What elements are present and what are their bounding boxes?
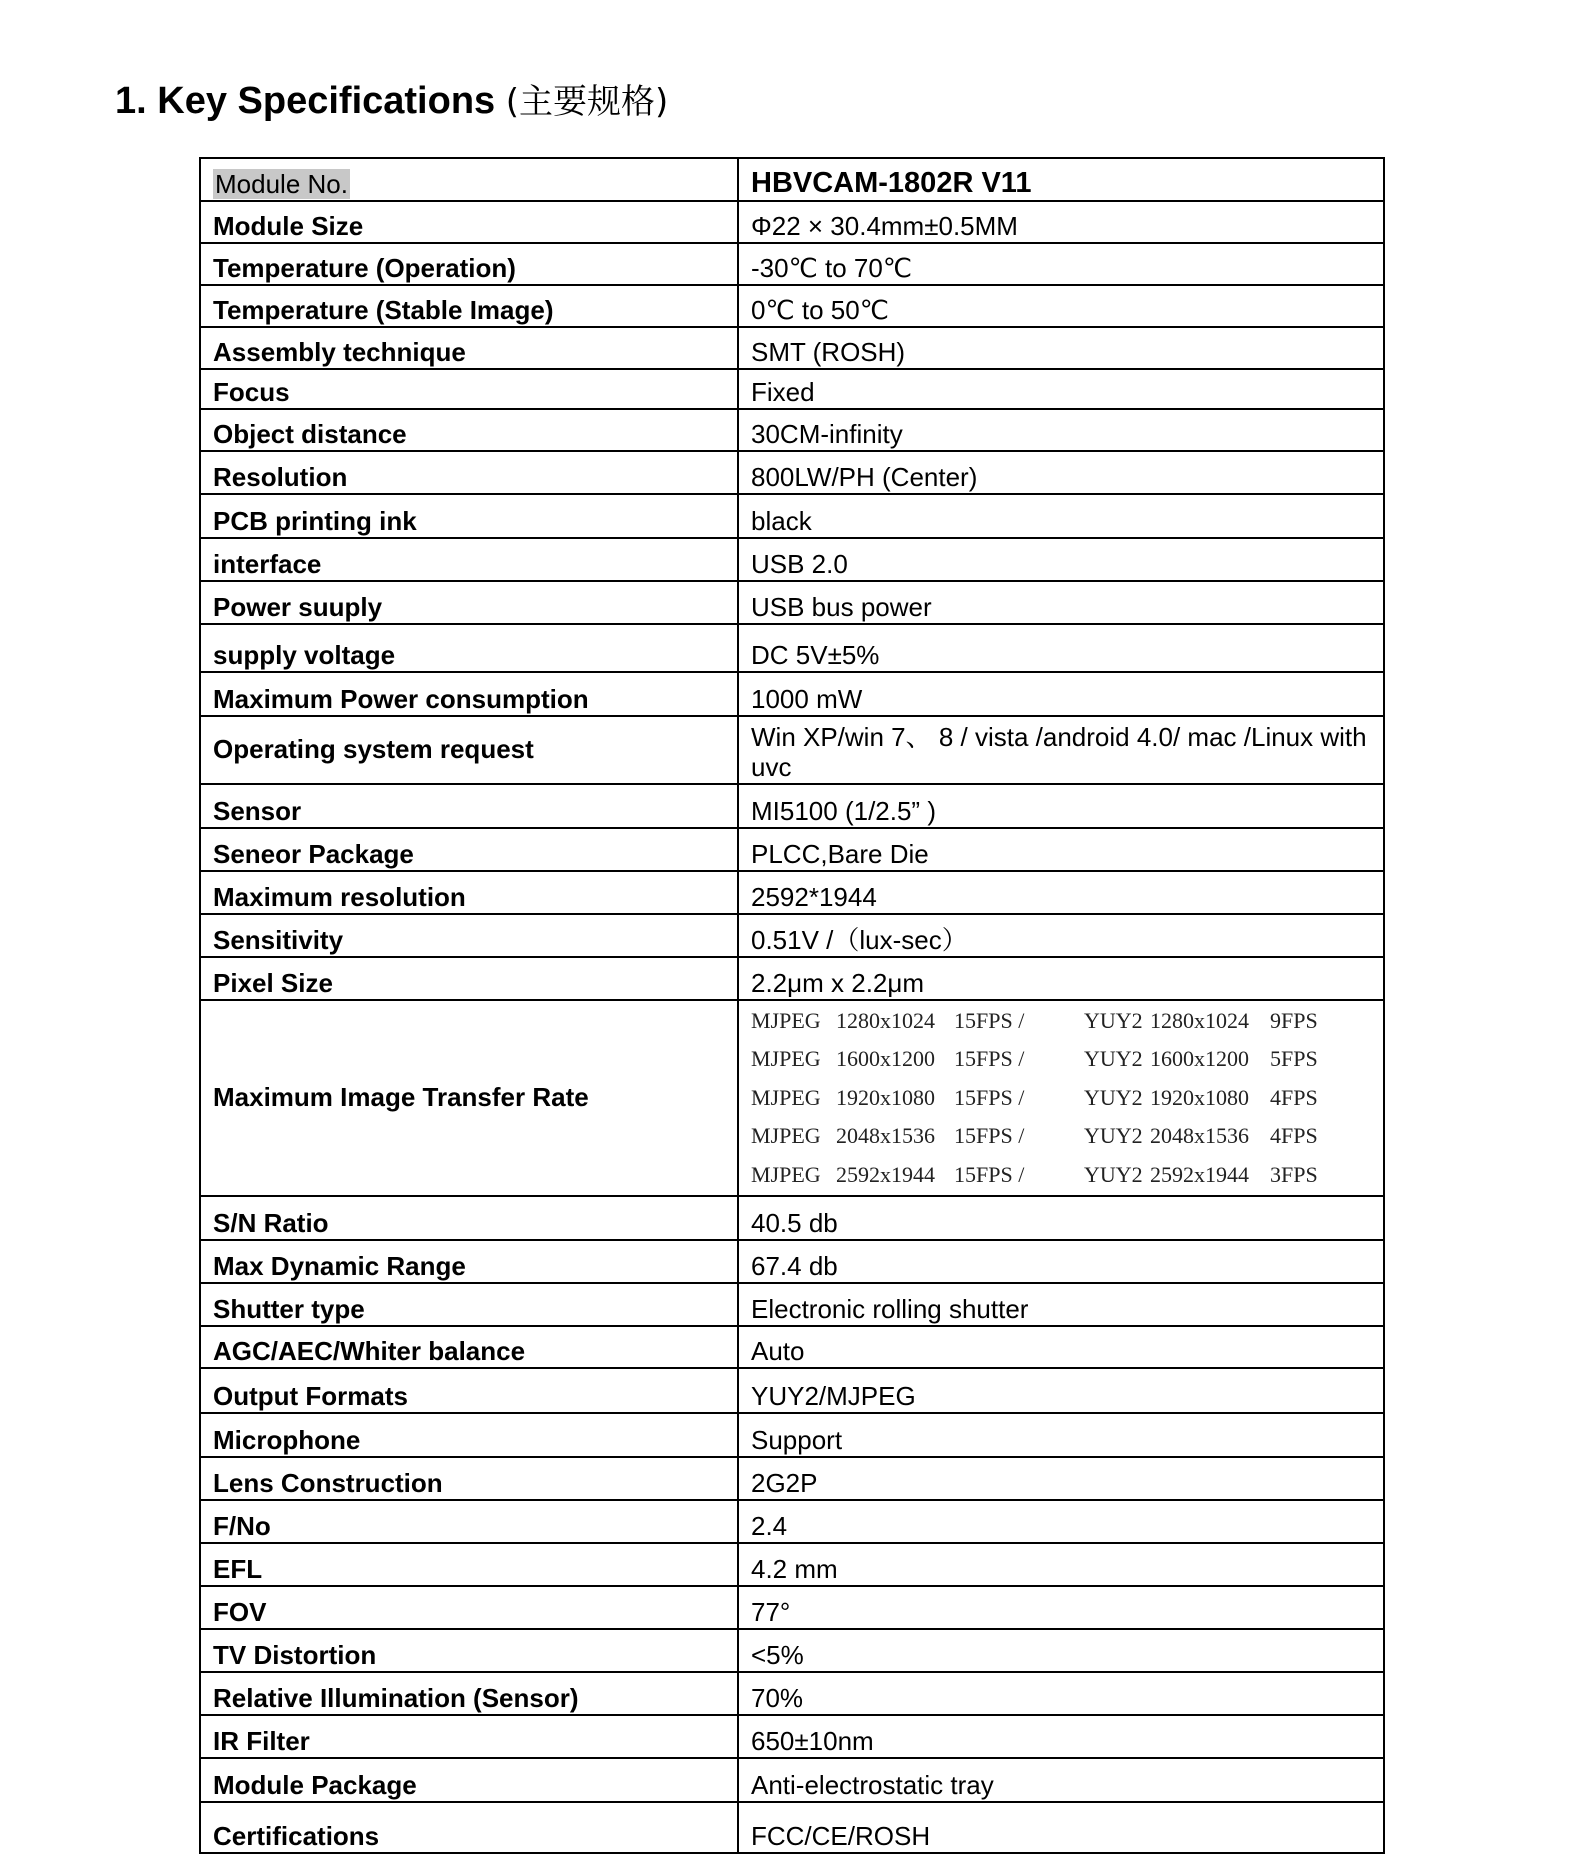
table-row <box>200 1413 1384 1457</box>
spec-value: 2G2P <box>738 1457 1384 1500</box>
transfer-rate-cell: YUY2 <box>1084 1007 1143 1033</box>
spec-label: Temperature (Operation) <box>200 243 738 285</box>
spec-value: FCC/CE/ROSH <box>738 1802 1384 1853</box>
table-row <box>200 1629 1384 1672</box>
spec-value: 800LW/PH (Center) <box>738 451 1384 494</box>
transfer-rate-cell: YUY2 <box>1084 1084 1143 1110</box>
spec-value: 1000 mW <box>738 672 1384 716</box>
transfer-rate-cell: 15FPS / <box>954 1161 1025 1187</box>
transfer-rate-cell: 1920x1080 <box>836 1084 935 1110</box>
spec-value: <5% <box>738 1629 1384 1672</box>
module-no-label: Module No. <box>215 169 348 200</box>
module-no-value: HBVCAM-1802R V11 <box>751 166 1032 199</box>
table-row <box>200 1802 1384 1853</box>
spec-label: Focus <box>200 369 738 409</box>
table-row <box>200 828 1384 871</box>
table-row <box>200 1758 1384 1802</box>
spec-label <box>200 158 738 201</box>
spec-value: 2.4 <box>738 1500 1384 1543</box>
table-row <box>200 1672 1384 1715</box>
table-row <box>200 201 1384 243</box>
table-row <box>200 1240 1384 1283</box>
spec-label: Module Package <box>200 1758 738 1802</box>
spec-value <box>738 158 1384 201</box>
table-row <box>200 1326 1384 1368</box>
table-row <box>200 1543 1384 1586</box>
spec-label: Object distance <box>200 409 738 451</box>
spec-value: 40.5 db <box>738 1196 1384 1240</box>
transfer-rate-cell: 4FPS <box>1270 1084 1318 1110</box>
transfer-rate-cell: 15FPS / <box>954 1084 1025 1110</box>
section-title-text: Key Specifications <box>157 80 496 122</box>
transfer-rate-cell: 1600x1200 <box>1150 1046 1249 1072</box>
transfer-rate-cell: MJPEG <box>751 1007 821 1033</box>
table-row <box>200 672 1384 716</box>
spec-value: Auto <box>738 1326 1384 1368</box>
table-row <box>200 581 1384 624</box>
spec-value: 2592*1944 <box>738 871 1384 914</box>
spec-label: Sensitivity <box>200 914 738 957</box>
table-row <box>200 957 1384 1000</box>
transfer-rate-cell: MJPEG <box>751 1084 821 1110</box>
table-row <box>200 716 1384 784</box>
transfer-rate-line <box>751 1002 1371 1041</box>
table-row <box>200 243 1384 285</box>
spec-label: Sensor <box>200 784 738 828</box>
spec-value: USB 2.0 <box>738 538 1384 581</box>
spec-label: EFL <box>200 1543 738 1586</box>
spec-value: -30℃ to 70℃ <box>738 243 1384 285</box>
spec-label: Output Formats <box>200 1368 738 1413</box>
transfer-rate-cell: 1600x1200 <box>836 1046 935 1072</box>
spec-value: Electronic rolling shutter <box>738 1283 1384 1326</box>
table-row <box>200 369 1384 409</box>
transfer-rate-list <box>738 1000 1384 1196</box>
table-row <box>200 538 1384 581</box>
spec-value: DC 5V±5% <box>738 624 1384 672</box>
spec-label: Operating system request <box>200 716 738 784</box>
table-row <box>200 1586 1384 1629</box>
spec-value: 0℃ to 50℃ <box>738 285 1384 327</box>
spec-label: TV Distortion <box>200 1629 738 1672</box>
transfer-rate-line <box>751 1040 1371 1079</box>
transfer-rate-cell: 15FPS / <box>954 1123 1025 1149</box>
transfer-rate-cell: YUY2 <box>1084 1123 1143 1149</box>
section-number: 1. <box>115 80 147 122</box>
transfer-rate-cell: MJPEG <box>751 1161 821 1187</box>
transfer-rate-cell: 2592x1944 <box>1150 1161 1249 1187</box>
spec-value: 30CM-infinity <box>738 409 1384 451</box>
table-row <box>200 784 1384 828</box>
spec-label: Relative Illumination (Sensor) <box>200 1672 738 1715</box>
spec-value: PLCC,Bare Die <box>738 828 1384 871</box>
spec-value: Support <box>738 1413 1384 1457</box>
table-row <box>200 1283 1384 1326</box>
spec-value: USB bus power <box>738 581 1384 624</box>
spec-label: Maximum Power consumption <box>200 672 738 716</box>
spec-value: Fixed <box>738 369 1384 409</box>
transfer-rate-cell: MJPEG <box>751 1046 821 1072</box>
spec-table <box>199 157 1385 1854</box>
spec-value: 77° <box>738 1586 1384 1629</box>
spec-value: Anti-electrostatic tray <box>738 1758 1384 1802</box>
transfer-rate-cell: YUY2 <box>1084 1161 1143 1187</box>
table-row <box>200 1000 1384 1196</box>
spec-value: YUY2/MJPEG <box>738 1368 1384 1413</box>
table-row <box>200 1457 1384 1500</box>
spec-label: Lens Construction <box>200 1457 738 1500</box>
spec-label: Shutter type <box>200 1283 738 1326</box>
spec-label: FOV <box>200 1586 738 1629</box>
spec-label: Temperature (Stable Image) <box>200 285 738 327</box>
spec-label: supply voltage <box>200 624 738 672</box>
spec-value: black <box>738 494 1384 538</box>
spec-value: 0.51V /（lux-sec） <box>738 914 1384 957</box>
transfer-rate-cell: 9FPS <box>1270 1007 1318 1033</box>
transfer-rate-line <box>751 1156 1371 1195</box>
table-row <box>200 1500 1384 1543</box>
spec-value: Φ22 × 30.4mm±0.5MM <box>738 201 1384 243</box>
section-title-cn: (主要规格) <box>505 82 669 122</box>
spec-label: S/N Ratio <box>200 1196 738 1240</box>
spec-label: interface <box>200 538 738 581</box>
spec-label: AGC/AEC/Whiter balance <box>200 1326 738 1368</box>
table-row <box>200 871 1384 914</box>
transfer-rate-cell: 1280x1024 <box>1150 1007 1249 1033</box>
spec-label: Pixel Size <box>200 957 738 1000</box>
table-row <box>200 1715 1384 1758</box>
spec-label: Maximum Image Transfer Rate <box>200 1000 738 1196</box>
table-row <box>200 409 1384 451</box>
transfer-rate-line <box>751 1079 1371 1118</box>
table-row <box>200 1368 1384 1413</box>
transfer-rate-cell: MJPEG <box>751 1123 821 1149</box>
transfer-rate-cell: 3FPS <box>1270 1161 1318 1187</box>
spec-label: Microphone <box>200 1413 738 1457</box>
spec-label: Assembly technique <box>200 327 738 369</box>
transfer-rate-line <box>751 1117 1371 1156</box>
transfer-rate-cell: 15FPS / <box>954 1046 1025 1072</box>
transfer-rate-cell: 5FPS <box>1270 1046 1318 1072</box>
spec-label: Max Dynamic Range <box>200 1240 738 1283</box>
table-row <box>200 327 1384 369</box>
table-row <box>200 158 1384 201</box>
table-row <box>200 1196 1384 1240</box>
spec-label: Resolution <box>200 451 738 494</box>
spec-label: PCB printing ink <box>200 494 738 538</box>
spec-value: SMT (ROSH) <box>738 327 1384 369</box>
table-row <box>200 624 1384 672</box>
spec-label: Certifications <box>200 1802 738 1853</box>
table-row <box>200 914 1384 957</box>
spec-value: 4.2 mm <box>738 1543 1384 1586</box>
spec-label: Seneor Package <box>200 828 738 871</box>
section-title <box>115 74 668 123</box>
transfer-rate-cell: 1280x1024 <box>836 1007 935 1033</box>
spec-label: Maximum resolution <box>200 871 738 914</box>
spec-label: IR Filter <box>200 1715 738 1758</box>
spec-label: F/No <box>200 1500 738 1543</box>
spec-value: Win XP/win 7、 8 / vista /android 4.0/ mac /Linux with uvc <box>738 716 1384 784</box>
spec-value: 67.4 db <box>738 1240 1384 1283</box>
table-row <box>200 285 1384 327</box>
transfer-rate-cell: YUY2 <box>1084 1046 1143 1072</box>
spec-value: MI5100 (1/2.5” ) <box>738 784 1384 828</box>
transfer-rate-cell: 4FPS <box>1270 1123 1318 1149</box>
spec-value: 650±10nm <box>738 1715 1384 1758</box>
spec-value: 2.2μm x 2.2μm <box>738 957 1384 1000</box>
table-row <box>200 494 1384 538</box>
spec-label: Module Size <box>200 201 738 243</box>
table-row <box>200 451 1384 494</box>
transfer-rate-cell: 2048x1536 <box>1150 1123 1249 1149</box>
spec-value: 70% <box>738 1672 1384 1715</box>
transfer-rate-cell: 2592x1944 <box>836 1161 935 1187</box>
transfer-rate-cell: 15FPS / <box>954 1007 1025 1033</box>
transfer-rate-cell: 2048x1536 <box>836 1123 935 1149</box>
spec-label: Power suuply <box>200 581 738 624</box>
transfer-rate-cell: 1920x1080 <box>1150 1084 1249 1110</box>
